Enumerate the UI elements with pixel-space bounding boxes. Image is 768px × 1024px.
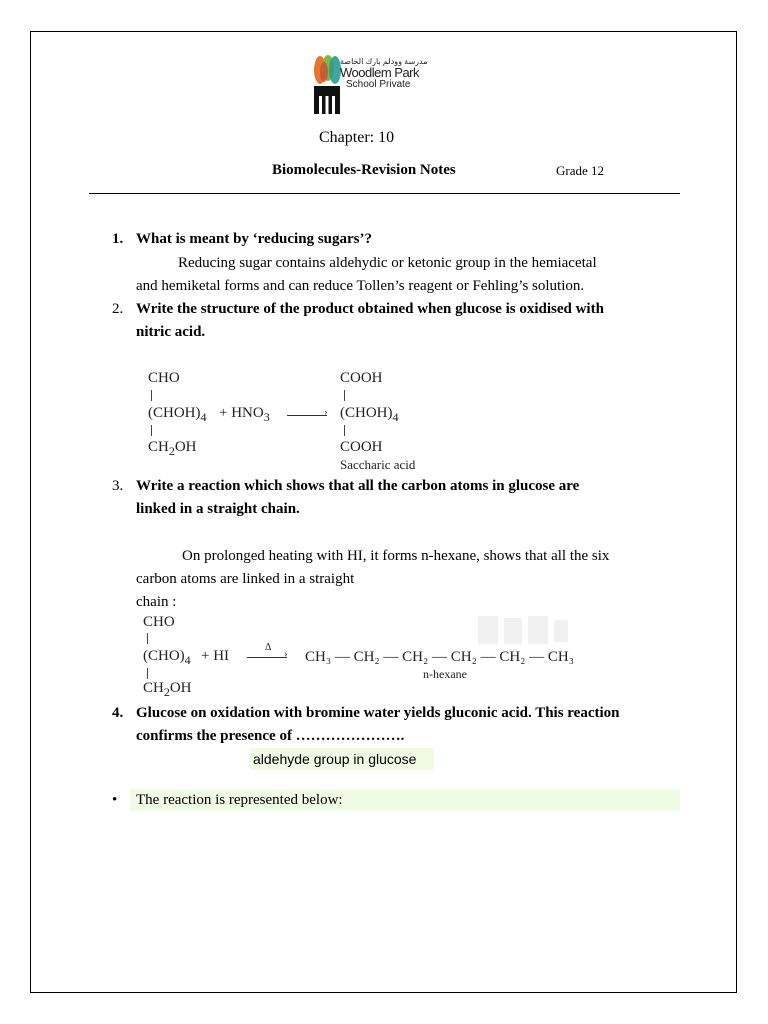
q3-question-line2: linked in a straight chain.	[136, 501, 300, 517]
q3-reactant-mid: $(CHO)_4$	[143, 648, 191, 667]
q1-answer-line1: Reducing sugar contains aldehydic or ketonic group in the hemiacetal	[178, 255, 597, 271]
q2-question-line1: Write the structure of the product obtained when glucose is oxidised with	[136, 301, 604, 317]
bullet-icon: •	[112, 792, 118, 808]
chain-unit: CH₂	[353, 649, 380, 665]
chain-unit: CH₃	[305, 649, 332, 665]
page-title: Biomolecules-Revision Notes	[272, 162, 456, 178]
logo-arabic-text: مدرسة وودلم بارك الخاصة	[340, 57, 428, 66]
q3-answer-line3: chain :	[136, 594, 177, 610]
q3-reagent: + HI	[201, 648, 230, 664]
q3-question-line1: Write a reaction which shows that all the carbon atoms in glucose are	[136, 478, 580, 494]
header-divider	[89, 193, 680, 194]
q2-number: 2.	[112, 301, 124, 317]
q2-reactant-mid: $(CHOH)_4$	[148, 405, 207, 424]
bond-line	[344, 425, 345, 436]
bond-line	[151, 425, 152, 436]
bond-line	[151, 390, 152, 401]
q3-reactant-bottom: $CH_2OH$	[143, 680, 192, 699]
watermark-icon	[474, 612, 574, 648]
q3-arrow	[247, 657, 287, 658]
q3-number: 3.	[112, 478, 124, 494]
q2-reactant-top: CHO	[148, 370, 180, 386]
chain-unit: CH₂	[499, 649, 526, 665]
q3-condition: Δ	[265, 642, 272, 653]
bond-line	[147, 668, 148, 679]
q2-reagent: + $HNO_3$	[219, 405, 270, 424]
grade-label: Grade 12	[556, 163, 605, 178]
chain-unit: CH₂	[450, 649, 477, 665]
q4-question-line2: confirms the presence of ………………….	[136, 728, 405, 744]
q4-number: 4.	[112, 705, 124, 721]
chapter-label: Chapter: 10	[319, 129, 395, 146]
q3-product-chain: CH₃ — CH₂ — CH₂ — CH₂ — CH₂ — CH₃	[305, 649, 574, 665]
arrow-head-icon: ›	[284, 648, 288, 660]
bullet-text: The reaction is represented below:	[136, 792, 343, 808]
chain-unit: CH₃	[547, 649, 574, 665]
q1-question: What is meant by ‘reducing sugars’?	[136, 231, 372, 247]
q2-product-top: COOH	[340, 370, 383, 386]
q2-product-bottom: COOH	[340, 439, 383, 455]
q2-product-mid: $(CHOH)_4$	[340, 405, 399, 424]
q3-product-name: n-hexane	[423, 667, 467, 681]
q3-answer-line1: On prolonged heating with HI, it forms n-hexane, shows that all the six	[182, 548, 610, 564]
logo-subtitle: School Private	[346, 79, 411, 91]
arrow-head-icon: ›	[324, 406, 328, 418]
chain-unit: CH₂	[402, 649, 429, 665]
bond-line	[344, 390, 345, 401]
q1-number: 1.	[112, 231, 124, 247]
q2-reactant-bottom: $CH_2OH$	[148, 439, 197, 458]
q4-question-line1: Glucose on oxidation with bromine water yields gluconic acid. This reaction	[136, 705, 620, 721]
logo-name: Woodlem Park	[340, 65, 420, 81]
q1-answer-line2: and hemiketal forms and can reduce Tollen’s reagent or Fehling’s solution.	[136, 278, 585, 294]
q3-reactant-top: CHO	[143, 614, 175, 630]
q2-product-name: Saccharic acid	[340, 457, 416, 472]
q4-answer: aldehyde group in glucose	[253, 751, 417, 767]
q3-answer-line2: carbon atoms are linked in a straight	[136, 571, 355, 587]
q2-question-line2: nitric acid.	[136, 324, 206, 340]
bond-line	[147, 633, 148, 644]
logo-text	[340, 58, 428, 91]
q2-arrow	[287, 415, 327, 416]
